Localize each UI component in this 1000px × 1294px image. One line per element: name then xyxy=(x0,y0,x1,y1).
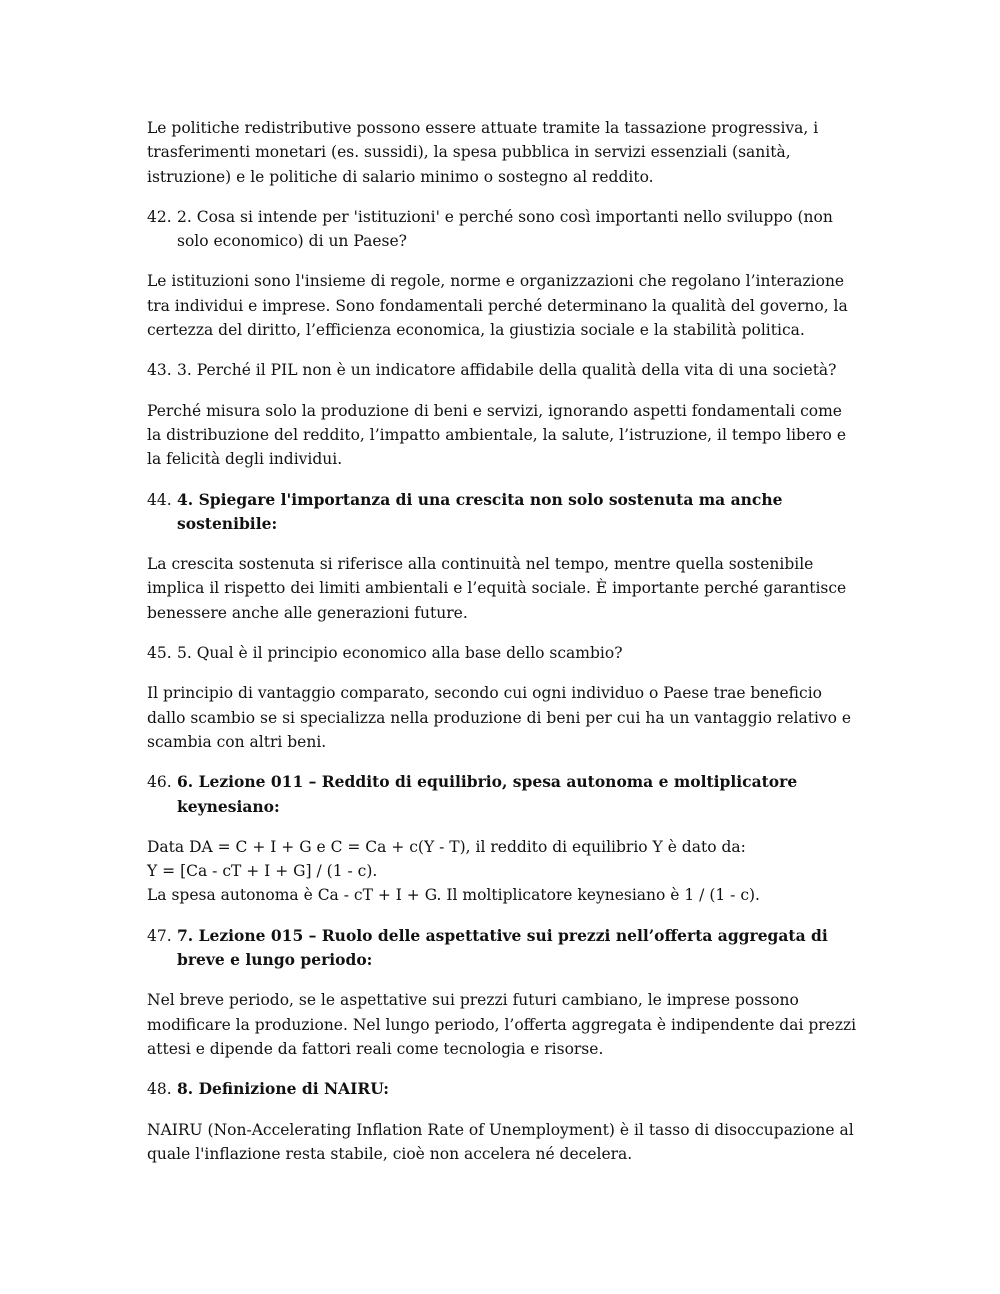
paragraph-redistributive-policies: Le politiche redistributive possono essere attuate tramite la tassazione progressiva, i trasferimenti monetari (es. sussidi), la spesa pubblica in servizi essenziali (sanità, istruzione) e le politiche di salario minimo o sostegno al reddito. xyxy=(147,119,819,186)
list-number: 43. xyxy=(147,361,172,380)
equation-line: Y = [Ca - cT + I + G] / (1 - c). xyxy=(147,862,378,881)
question-text: 4. Spiegare l'importanza di una crescita non solo sostenuta ma anche sostenibile: xyxy=(177,489,783,533)
question-text: 5. Qual è il principio economico alla base dello scambio? xyxy=(177,644,623,663)
paragraph-sustainable-growth: La crescita sostenuta si riferisce alla continuità nel tempo, mentre quella sostenibile implica il rispetto dei limiti ambientali e l’equità sociale. È importante perché garantisce benessere anche alle generazioni future. xyxy=(147,555,847,622)
question-45 xyxy=(147,641,857,665)
paragraph-nairu: NAIRU (Non-Accelerating Inflation Rate of Unemployment) è il tasso di disoccupazione al quale l'inflazione resta stabile, cioè non accelera né decelera. xyxy=(147,1120,854,1163)
question-text: 8. Definizione di NAIRU: xyxy=(177,1079,389,1099)
question-47 xyxy=(147,924,857,973)
paragraph-institutions: Le istituzioni sono l'insieme di regole, norme e organizzazioni che regolano l’interazione tra individui e imprese. Sono fondamentali perché determinano la qualità del governo, la certezza del diritto, l’efficienza economica, la giustizia sociale e la stabilità politica. xyxy=(147,272,848,340)
question-text: 3. Perché il PIL non è un indicatore affidabile della qualità della vita di una società? xyxy=(177,361,837,380)
equation-line: La spesa autonoma è Ca - cT + I + G. Il moltiplicatore keynesiano è 1 / (1 - c). xyxy=(147,886,760,905)
question-text: 7. Lezione 015 – Ruolo delle aspettative sui prezzi nell’offerta aggregata di breve e lungo periodo: xyxy=(177,925,828,970)
paragraph-price-expectations: Nel breve periodo, se le aspettative sui prezzi futuri cambiano, le imprese possono modificare la produzione. Nel lungo periodo, l’offerta aggregata è indipendente dai prezzi attesi e dipende da fattori reali come tecnologia e risorse. xyxy=(147,991,857,1058)
question-text: 6. Lezione 011 – Reddito di equilibrio, spesa autonoma e moltiplicatore keynesiano: xyxy=(177,772,798,816)
question-44 xyxy=(147,488,857,537)
question-43 xyxy=(147,358,857,382)
paragraph-keynesian-equations xyxy=(147,835,857,908)
document-page xyxy=(147,116,857,1182)
paragraph-pil: Perché misura solo la produzione di beni e servizi, ignorando aspetti fondamentali come la distribuzione del reddito, l’impatto ambientale, la salute, l’istruzione, il tempo libero e la felicità degli individui. xyxy=(147,401,846,469)
question-42 xyxy=(147,205,857,254)
list-number: 48. xyxy=(147,1080,172,1099)
question-text: 2. Cosa si intende per 'istituzioni' e perché sono così importanti nello sviluppo (non solo economico) di un Paese? xyxy=(177,207,833,251)
list-number: 45. xyxy=(147,644,172,663)
paragraph-comparative-advantage: Il principio di vantaggio comparato, secondo cui ogni individuo o Paese trae beneficio dallo scambio se si specializza nella produzione di beni per cui ha un vantaggio relativo e scambia con altri beni. xyxy=(147,684,852,751)
question-48 xyxy=(147,1077,857,1101)
list-number: 42. xyxy=(147,207,172,226)
list-number: 47. xyxy=(147,926,172,945)
question-46 xyxy=(147,770,857,819)
equation-line: Data DA = C + I + G e C = Ca + c(Y - T), il reddito di equilibrio Y è dato da: xyxy=(147,837,746,856)
list-number: 44. xyxy=(147,490,172,509)
list-number: 46. xyxy=(147,773,172,792)
